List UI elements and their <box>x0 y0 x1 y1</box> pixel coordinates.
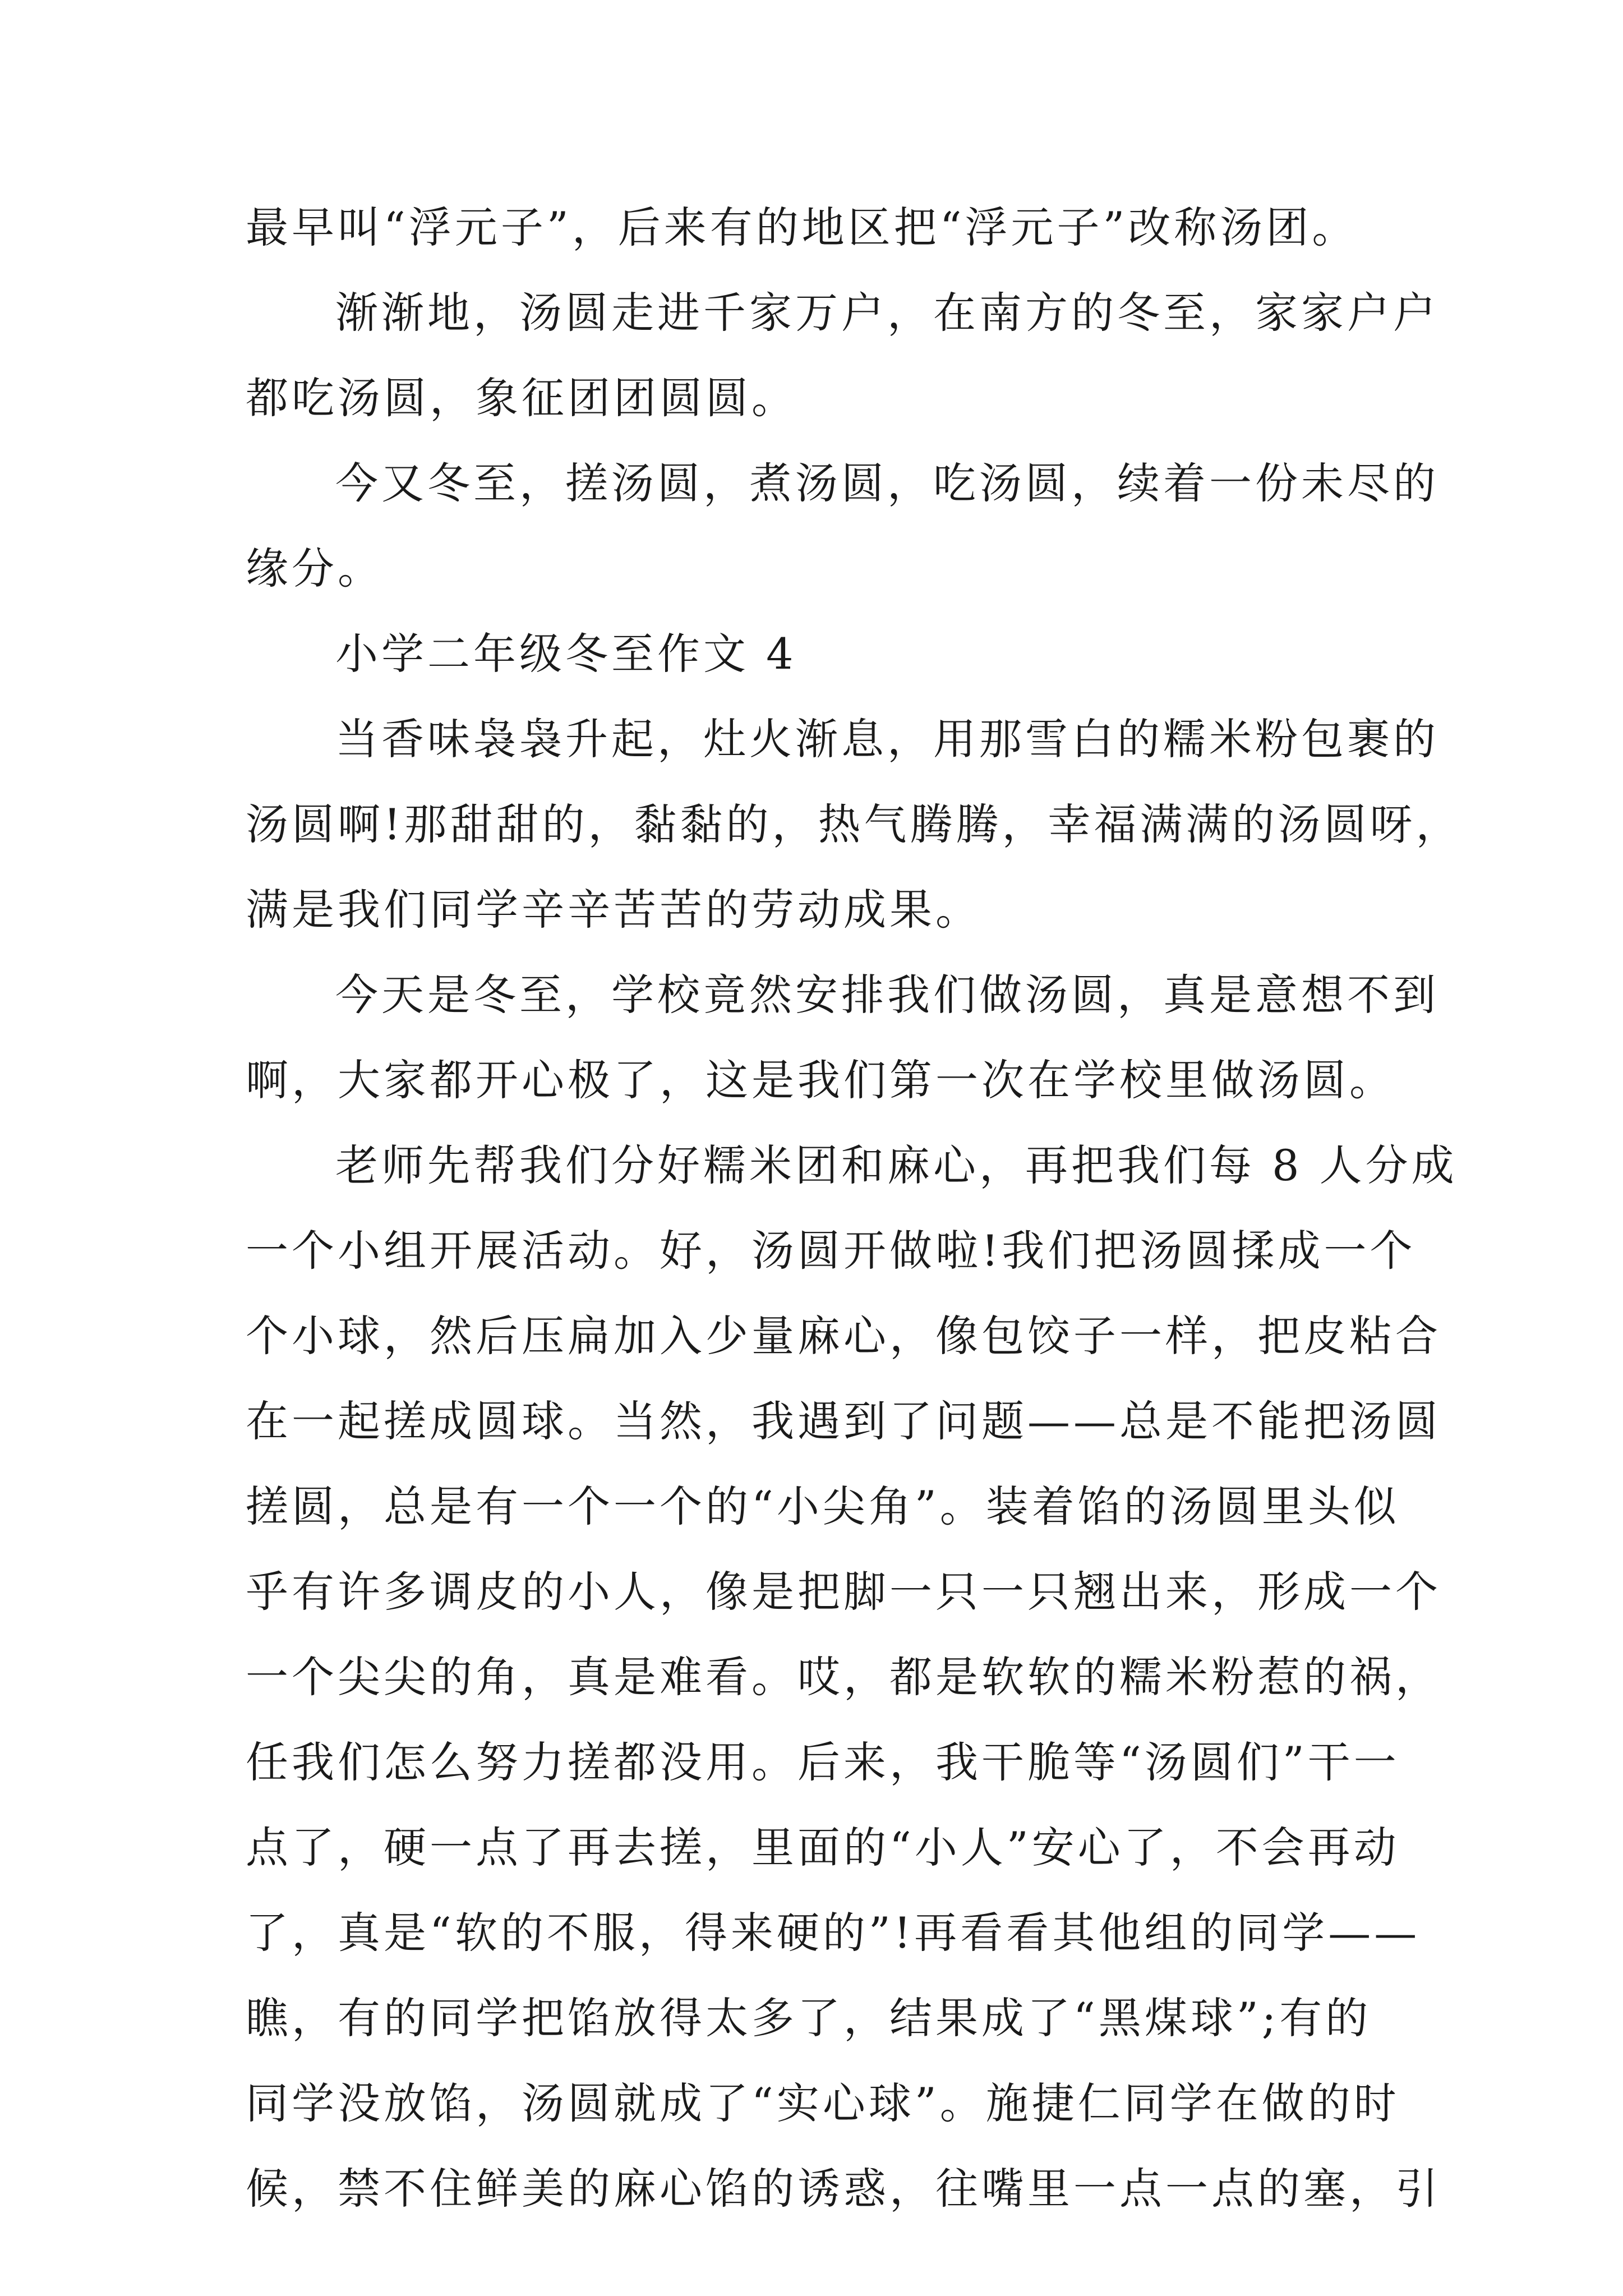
text-line: 当香味袅袅升起，灶火渐息，用那雪白的糯米粉包裹的 <box>335 714 1439 764</box>
text-line: 同学没放馅，汤圆就成了“实心球”。施捷仁同学在做的时 <box>246 2078 1400 2128</box>
text-line: 搓圆，总是有一个一个的“小尖角”。装着馅的汤圆里头似 <box>246 1481 1400 1531</box>
essay-body <box>246 185 1462 2231</box>
text-line: 都吃汤圆，象征团团圆圆。 <box>246 373 797 423</box>
text-line: 今又冬至，搓汤圆，煮汤圆，吃汤圆，续着一份未尽的 <box>335 458 1439 508</box>
text-line: 点了，硬一点了再去搓，里面的“小人”安心了，不会再动 <box>246 1823 1400 1872</box>
text-line: 老师先帮我们分好糯米团和麻心，再把我们每 8 人分成 <box>335 1140 1458 1190</box>
text-line: 啊，大家都开心极了，这是我们第一次在学校里做汤圆。 <box>246 1055 1395 1105</box>
text-line: 缘分。 <box>246 544 384 593</box>
text-line: 任我们怎么努力搓都没用。后来，我干脆等“汤圆们”干一 <box>246 1737 1400 1787</box>
text-line: 小学二年级冬至作文 4 <box>335 629 797 679</box>
text-line: 一个尖尖的角，真是难看。哎，都是软软的糯米粉惹的祸， <box>246 1652 1441 1702</box>
text-line: 汤圆啊!那甜甜的，黏黏的，热气腾腾，幸福满满的汤圆呀， <box>246 799 1462 849</box>
text-line: 渐渐地，汤圆走进千家万户，在南方的冬至，家家户户 <box>335 288 1439 338</box>
text-line: 一个小组开展活动。好，汤圆开做啦!我们把汤圆揉成一个 <box>246 1226 1416 1276</box>
text-line: 了，真是“软的不服，得来硬的”!再看看其他组的同学—— <box>246 1908 1421 1958</box>
text-line: 最早叫“浮元子”，后来有的地区把“浮元子”改称汤团。 <box>246 203 1358 252</box>
text-line: 今天是冬至，学校竟然安排我们做汤圆，真是意想不到 <box>335 970 1439 1020</box>
text-line: 乎有许多调皮的小人，像是把脚一只一只翘出来，形成一个 <box>246 1567 1441 1617</box>
text-line: 在一起搓成圆球。当然，我遇到了问题——总是不能把汤圆 <box>246 1396 1441 1446</box>
text-line: 个小球，然后压扁加入少量麻心，像包饺子一样，把皮粘合 <box>246 1311 1441 1361</box>
text-line: 候，禁不住鲜美的麻心馅的诱惑，往嘴里一点一点的塞，引 <box>246 2164 1441 2214</box>
text-line: 满是我们同学辛辛苦苦的劳动成果。 <box>246 885 981 935</box>
text-line: 瞧，有的同学把馅放得太多了，结果成了“黑煤球”;有的 <box>246 1993 1372 2043</box>
